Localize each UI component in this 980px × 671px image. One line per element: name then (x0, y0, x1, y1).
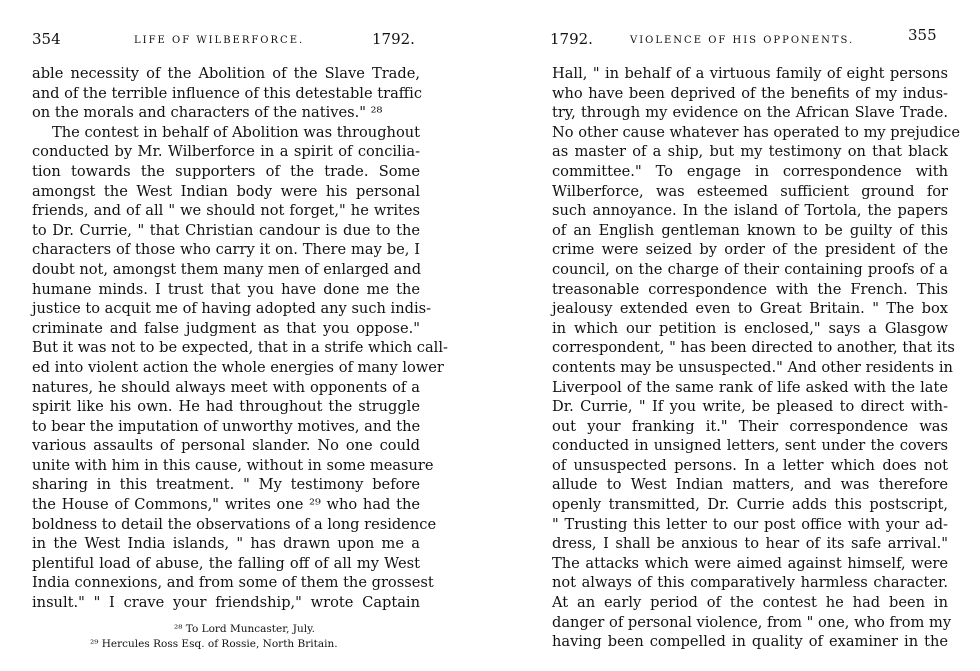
footnote: ²⁹ Hercules Ross Esq. of Rossie, North Britain. (90, 638, 338, 650)
text-line: insult." " I crave your friendship," wrote Captain (32, 594, 420, 612)
text-line: treasonable correspondence with the French. This (552, 280, 948, 298)
text-line: danger of personal violence, from " one, who from my (552, 613, 952, 631)
right-body-text (552, 64, 960, 652)
text-line: openly transmitted, Dr. Currie adds this postscript, (552, 496, 948, 514)
text-line: committee." To engage in correspondence with (552, 162, 948, 180)
left-running-year: 1792. (372, 30, 415, 48)
left-page-number: 354 (32, 30, 61, 48)
text-line: conducted by Mr. Wilberforce in a spirit of concilia- (32, 143, 420, 161)
text-line: in the West India islands, " has drawn upon me a (32, 535, 420, 553)
text-line: characters of those who carry it on. There may be, I (32, 241, 420, 259)
text-line: India connexions, and from some of them the grossest (32, 574, 434, 592)
text-line: spirit like his own. He had throughout the struggle (32, 398, 420, 416)
text-line: council, on the charge of their containing proofs of a (552, 260, 948, 278)
text-line: The contest in behalf of Abolition was throughout (52, 123, 420, 141)
left-footnotes (90, 622, 430, 652)
text-line: sharing in this treatment. " My testimony before (32, 476, 420, 494)
text-line: humane minds. I trust that you have done me the (32, 280, 420, 298)
text-line: justice to acquit me of having adopted any such indis- (32, 300, 432, 318)
text-line: try, through my evidence on the African Slave Trade. (552, 104, 948, 122)
text-line: dress, I shall be anxious to hear of its safe arrival." (552, 535, 948, 553)
left-body-text (32, 64, 448, 613)
text-line: plentiful load of abuse, the falling off of all my West (32, 554, 420, 572)
text-line: having been compelled in quality of examiner in the (552, 633, 948, 651)
text-line: unite with him in this cause, without in some measure (32, 456, 434, 474)
text-line: friends, and of all " we should not forget," he writes (32, 202, 420, 220)
text-line: Hall, " in behalf of a virtuous family of eight persons (552, 65, 948, 82)
right-page-number: 355 (908, 26, 937, 44)
text-line: Liverpool of the same rank of life asked with the late (552, 378, 948, 396)
text-line: able necessity of the Abolition of the Slave Trade, (32, 65, 420, 82)
text-line: out your franking it." Their correspondence was (552, 417, 948, 435)
text-line: who have been deprived of the benefits of my indus- (552, 84, 948, 102)
left-page (0, 0, 470, 671)
text-line: Dr. Currie, " If you write, be pleased to direct with- (552, 398, 948, 416)
text-line: correspondent, " has been directed to another, that its (552, 339, 955, 357)
right-running-head (550, 26, 960, 52)
text-line: not always of this comparatively harmless character. (552, 574, 948, 592)
text-line: doubt not, amongst them many men of enlarged and (32, 260, 422, 278)
text-line: crime were seized by order of the president of the (552, 241, 948, 259)
text-line: contents may be unsuspected." And other residents in (552, 358, 953, 376)
text-line: as master of a ship, but my testimony on that black (552, 143, 948, 161)
text-line: on the morals and characters of the natives." ²⁸ (32, 104, 383, 122)
text-line: of an English gentleman known to be guilty of this (552, 221, 948, 239)
text-line: various assaults of personal slander. No one could (32, 437, 420, 455)
text-line: " Trusting this letter to our post office with your ad- (552, 515, 948, 533)
text-line: jealousy extended even to Great Britain. " The box (552, 300, 948, 318)
text-line: allude to West Indian matters, and was therefore (552, 476, 948, 494)
text-line: natures, he should always meet with opponents of a (32, 378, 420, 396)
text-line: to Dr. Currie, " that Christian candour is due to the (32, 221, 420, 239)
text-line: of unsuspected persons. In a letter which does not (552, 456, 948, 474)
text-line: the House of Commons," writes one ²⁹ who had the (32, 496, 420, 514)
right-page (510, 0, 980, 671)
text-line: in which our petition is enclosed," says a Glasgow (552, 319, 948, 337)
text-line: such annoyance. In the island of Tortola, the papers (552, 202, 948, 220)
text-line: criminate and false judgment as that you oppose." (32, 319, 420, 337)
text-line: Wilberforce, was esteemed sufficient ground for (552, 182, 948, 200)
text-line: tion towards the supporters of the trade. Some (32, 162, 420, 180)
text-line: conducted in unsigned letters, sent under the covers (552, 437, 948, 455)
text-line: But it was not to be expected, that in a strife which call- (32, 339, 448, 357)
text-line: to bear the imputation of unworthy motives, and the (32, 417, 421, 435)
footnote: ²⁸ To Lord Muncaster, July. (174, 623, 315, 635)
text-line: ed into violent action the whole energies of many lower (32, 358, 444, 376)
right-running-title: VIOLENCE OF HIS OPPONENTS. (630, 35, 855, 46)
text-line: No other cause whatever has operated to my prejudice (552, 123, 960, 141)
text-line: and of the terrible influence of this detestable traffic (32, 84, 422, 102)
right-running-year: 1792. (550, 30, 593, 48)
left-running-title: LIFE OF WILBERFORCE. (134, 35, 305, 46)
text-line: boldness to detail the observations of a long residence (32, 515, 437, 533)
text-line: The attacks which were aimed against himself, were (552, 554, 948, 572)
left-running-head (32, 30, 414, 52)
text-line: amongst the West Indian body were his personal (32, 182, 420, 200)
text-line: At an early period of the contest he had been in (552, 594, 948, 612)
